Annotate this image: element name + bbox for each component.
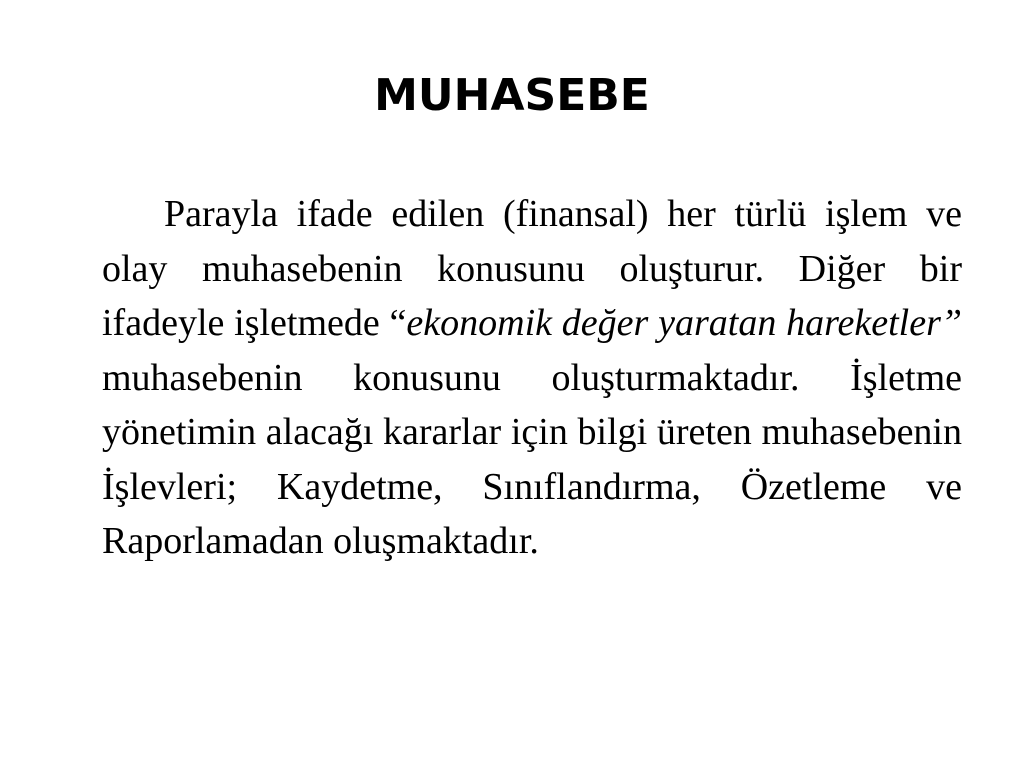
body-paragraph [102, 187, 962, 569]
slide-title: MUHASEBE [374, 70, 650, 121]
paragraph-emphasis: ekonomik değer yaratan hareketler” [406, 302, 962, 344]
paragraph-text-start: Parayla ifade edilen (finansal) her türlü işlem ve olay muhasebenin konusunu oluşturur. Diğer bir ifadeyle işletmede “ [102, 193, 962, 344]
paragraph-text-end: muhasebenin konusunu oluşturmaktadır. İşletme yönetimin alacağı kararlar için bilgi üreten muhasebenin İşlevleri; Kaydetme, Sınıflandırma, Özetleme ve Raporlamadan oluşmaktadır. [102, 356, 962, 562]
